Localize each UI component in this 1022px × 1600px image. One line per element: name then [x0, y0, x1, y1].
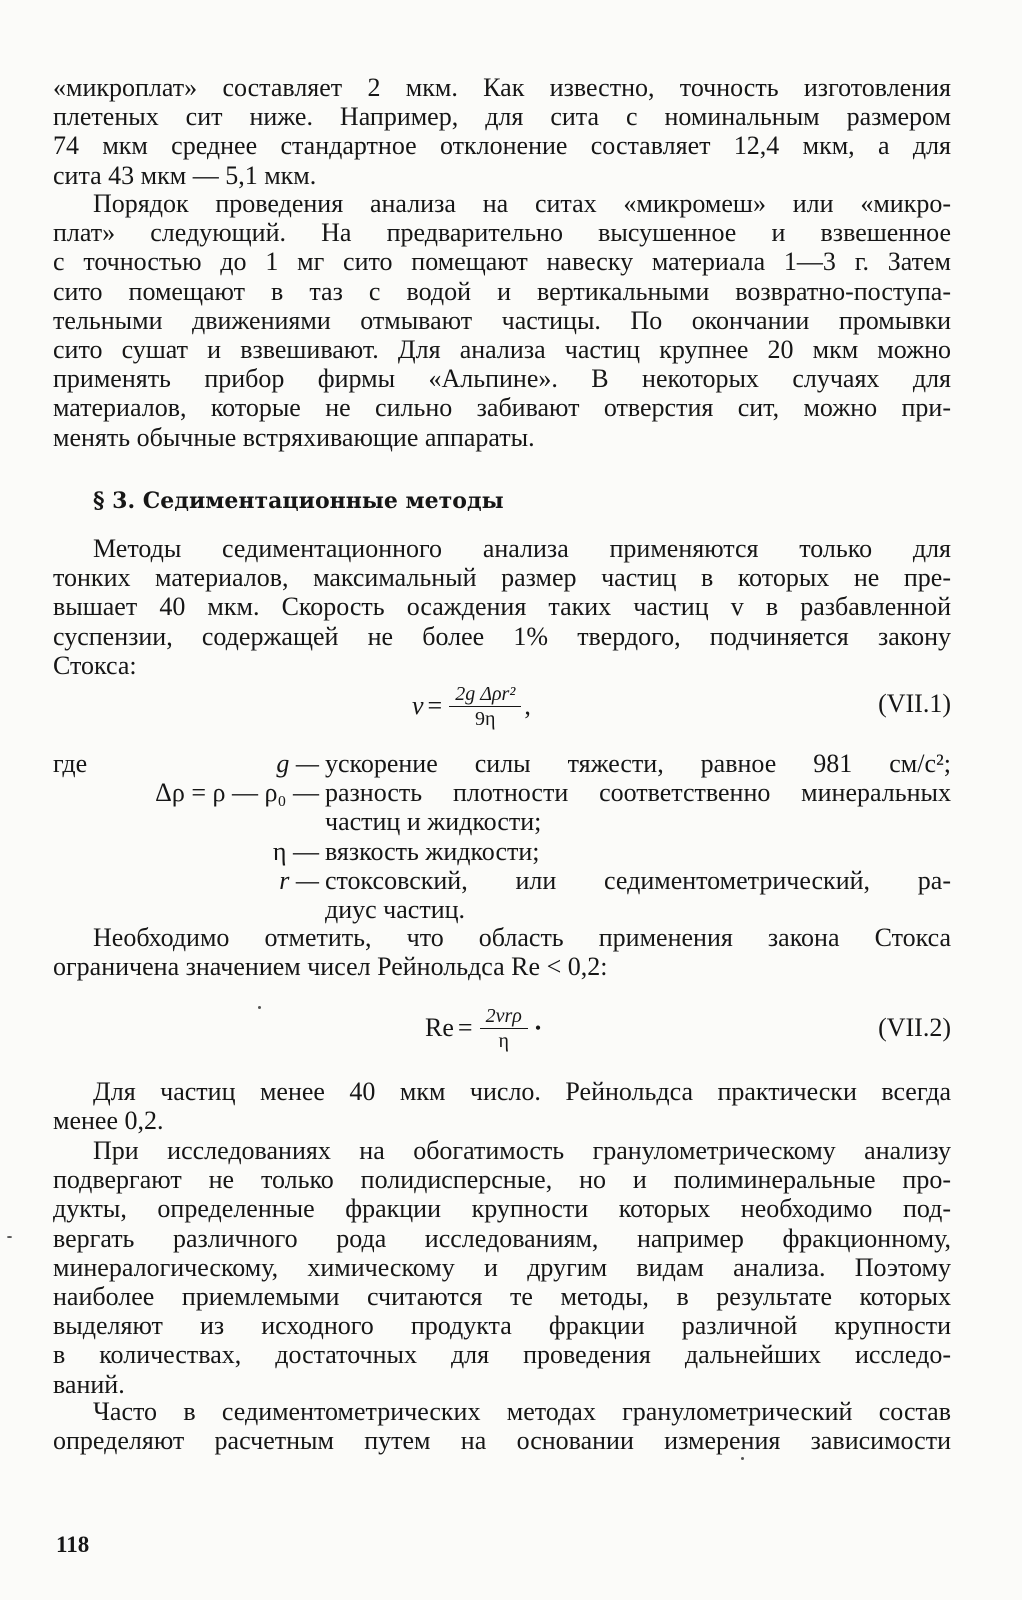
text-line: плетеных сит ниже. Например, для сита с номинальным размером [53, 102, 951, 132]
formula-lhs: v [412, 691, 424, 720]
text-line: плат» следующий. На предварительно высушенное и взвешенное [53, 218, 951, 248]
formula-stokes [412, 678, 531, 734]
formula-reynolds [425, 1000, 541, 1056]
paragraph-1 [53, 73, 951, 190]
formula-trail: • [534, 1017, 542, 1038]
text-line: тонких материалов, максимальный размер частиц в которых не пре- [53, 563, 951, 593]
formula-trail: , [524, 691, 531, 720]
text-line: При исследованиях на обогатимость гранулометрическому анализу [93, 1136, 951, 1165]
formula-numerator: 2vrρ [480, 1004, 528, 1029]
equation-number: (VII.1) [878, 689, 951, 718]
definition-text: стоксовский, или седиментометрический, ра- [325, 865, 951, 895]
text-line: с точностью до 1 мг сито помещают навеску материала 1—3 г. Затем [53, 247, 951, 277]
definition-symbol: η — [272, 836, 319, 866]
definition-row [53, 866, 951, 895]
text-line: «микроплат» составляет 2 мкм. Как известно, точность изготовления [53, 73, 951, 102]
text-line: наиболее приемлемыми считаются те методы, в результате которых [53, 1281, 951, 1311]
definition-symbol: r — [279, 865, 319, 895]
scan-speck [7, 1236, 12, 1238]
text-line: в количествах, достаточных для проведения дальнейших исследо- [53, 1340, 951, 1370]
text-line: Для частиц менее 40 мкм число. Рейнольдса практически всегда [93, 1077, 951, 1106]
text-line: ограничена значением чисел Рейнольдса Re < 0,2: [53, 952, 608, 982]
text-line: 74 мкм среднее стандартное отклонение составляет 12,4 мкм, а для [53, 131, 951, 161]
definition-row [53, 749, 951, 778]
definition-text: частиц и жидкости; [325, 807, 542, 837]
text-line: вышает 40 мкм. Скорость осаждения таких частиц v в разбавленной [53, 592, 951, 622]
text-line: сито помещают в таз с водой и вертикальными возвратно-поступа- [53, 276, 951, 306]
text-line: материалов, которые не сильно забивают отверстия сит, можно при- [53, 393, 951, 423]
where-label: где [53, 749, 88, 778]
text-line: сита 43 мкм — 5,1 мкм. [53, 160, 317, 190]
section-heading: § 3. Седиментационные методы [93, 488, 504, 514]
scan-speck [258, 1006, 261, 1009]
formula-lhs: Re [425, 1013, 454, 1042]
scan-speck [741, 1457, 744, 1460]
definition-row [53, 807, 951, 836]
formula-fraction [449, 682, 521, 731]
paragraph-5 [53, 1077, 951, 1135]
text-line: дукты, определенные фракции крупности которых необходимо под- [53, 1194, 951, 1224]
text-line: тельными движениями отмывают частицы. По окончании промывки [53, 305, 951, 335]
text-line: подвергают не только полидисперсные, но и полиминеральные про- [53, 1165, 951, 1195]
definition-text: ускорение силы тяжести, равное 981 см/с²; [325, 749, 951, 778]
paragraph-6 [53, 1136, 951, 1399]
paragraph-7 [53, 1397, 951, 1455]
text-line: применять прибор фирмы «Альпине». В некоторых случаях для [53, 364, 951, 394]
formula-denominator: 9η [475, 707, 496, 730]
definition-text: разность плотности соответственно минеральных [325, 778, 951, 808]
formula-denominator: η [498, 1029, 509, 1052]
paragraph-4 [53, 923, 951, 981]
formula-numerator: 2g Δρr² [449, 682, 521, 707]
text-line: Порядок проведения анализа на ситах «микромеш» или «микро- [93, 189, 951, 218]
paragraph-2 [53, 189, 951, 452]
formula-equals: = [427, 691, 443, 720]
text-line: определяют расчетным путем на основании измерения зависимости [53, 1426, 951, 1456]
text-line: Часто в седиментометрических методах гранулометрический состав [93, 1397, 951, 1426]
definition-symbol: Δρ = ρ — ρ₀ — [155, 778, 319, 808]
text-line: вергать различного рода исследованиям, например фракционному, [53, 1223, 951, 1253]
equation-number: (VII.2) [878, 1013, 951, 1042]
text-line: суспензии, содержащей не более 1% твердого, подчиняется закону [53, 621, 951, 651]
text-line: менее 0,2. [53, 1106, 164, 1136]
definition-symbol: g — [276, 749, 319, 778]
definitions-list [53, 749, 951, 924]
formula-equals: = [457, 1013, 473, 1042]
definition-row [53, 837, 951, 866]
text-line: сито сушат и взвешивают. Для анализа частиц крупнее 20 мкм можно [53, 334, 951, 364]
paragraph-3 [53, 534, 951, 680]
page-number: 118 [56, 1532, 90, 1557]
text-line: ваний. [53, 1369, 125, 1399]
text-line: Стокса: [53, 650, 137, 680]
definition-row [53, 778, 951, 807]
text-line: менять обычные встряхивающие аппараты. [53, 422, 535, 452]
text-line: Методы седиментационного анализа применяются только для [93, 534, 951, 563]
text-line: выделяют из исходного продукта фракции различной крупности [53, 1311, 951, 1341]
definition-row [53, 895, 951, 924]
formula-fraction [480, 1004, 528, 1053]
text-line: Необходимо отметить, что область применения закона Стокса [93, 923, 951, 952]
text-line: минералогическому, химическому и другим видам анализа. Поэтому [53, 1252, 951, 1282]
definition-text: вязкость жидкости; [325, 836, 540, 866]
definition-text: диус частиц. [325, 894, 466, 924]
